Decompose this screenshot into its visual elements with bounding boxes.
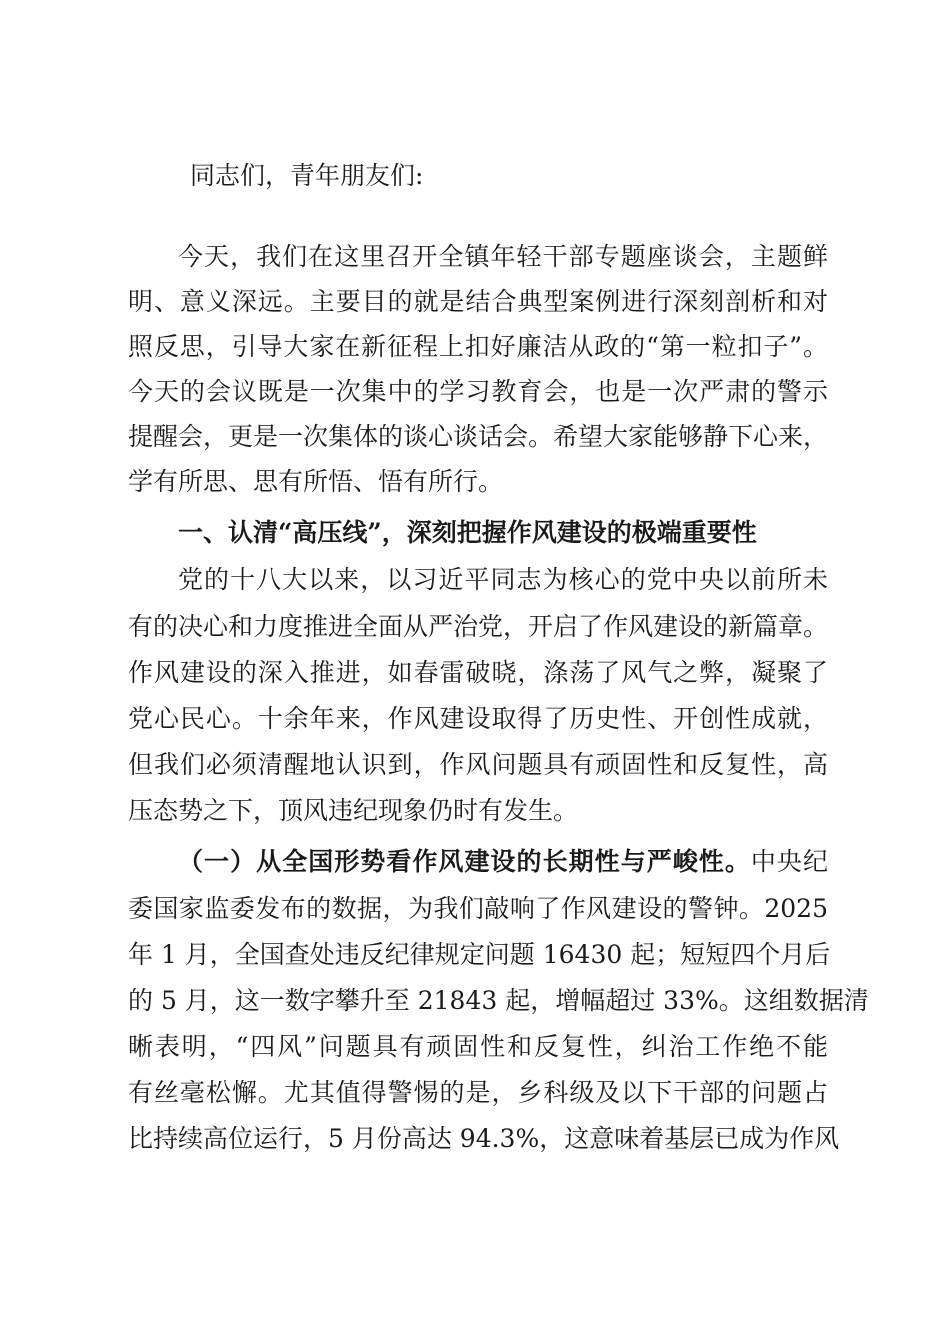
paragraph-2-line-2: 有的决心和力度推进全面从严治党，开启了作风建设的新篇章。 xyxy=(128,612,829,641)
paragraph-1-line-1: 今天，我们在这里召开全镇年轻干部专题座谈会，主题鲜 xyxy=(178,242,828,271)
paragraph-1-line-4: 今天的会议既是一次集中的学习教育会，也是一次严肃的警示 xyxy=(128,377,828,406)
paragraph-1-line-2: 明、意义深远。主要目的就是结合典型案例进行深刻剖析和对 xyxy=(128,287,828,316)
paragraph-2-line-3: 作风建设的深入推进，如春雷破晓，涤荡了风气之弊，凝聚了 xyxy=(128,658,828,687)
paragraph-3-line-2: 年 1 月，全国查处违反纪律规定问题 16430 起；短短四个月后 xyxy=(128,940,831,969)
paragraph-3-line-3: 的 5 月，这一数字攀升至 21843 起，增幅超过 33%。这组数据清 xyxy=(128,986,869,1015)
paragraph-2-line-6: 压态势之下，顶风违纪现象仍时有发生。 xyxy=(128,796,579,825)
paragraph-1-line-6: 学有所思、思有所悟、悟有所行。 xyxy=(128,467,504,496)
paragraph-3-line-1: 委国家监委发布的数据，为我们敲响了作风建设的警钟。2025 xyxy=(128,894,828,923)
paragraph-3-line-4: 晰表明，“四风”问题具有顽固性和反复性，纠治工作绝不能 xyxy=(128,1032,828,1061)
subsection-1-title: （一）从全国形势看作风建设的长期性与严峻性。 xyxy=(178,847,751,876)
subsection-1-lead: 中央纪 xyxy=(750,847,828,876)
paragraph-2-line-4: 党心民心。十余年来，作风建设取得了历史性、开创性成就， xyxy=(128,704,828,733)
paragraph-2-line-5: 但我们必须清醒地认识到，作风问题具有顽固性和反复性，高 xyxy=(128,750,828,779)
paragraph-1-line-3: 照反思，引导大家在新征程上扣好廉洁从政的“第一粒扣子”。 xyxy=(128,332,828,361)
paragraph-2-line-1: 党的十八大以来，以习近平同志为核心的党中央以前所未 xyxy=(178,565,828,594)
paragraph-3-line-6: 比持续高位运行，5 月份高达 94.3%，这意味着基层已成为作风 xyxy=(128,1124,840,1153)
paragraph-1-line-5: 提醒会，更是一次集体的谈心谈话会。希望大家能够静下心来， xyxy=(128,422,829,451)
section-heading-1: 一、认清“高压线”，深刻把握作风建设的极端重要性 xyxy=(178,518,757,547)
subsection-1-line-1 xyxy=(178,846,828,878)
paragraph-3-line-5: 有丝毫松懈。尤其值得警惕的是，乡科级及以下干部的问题占 xyxy=(128,1078,828,1107)
salutation: 同志们，青年朋友们: xyxy=(190,161,424,190)
